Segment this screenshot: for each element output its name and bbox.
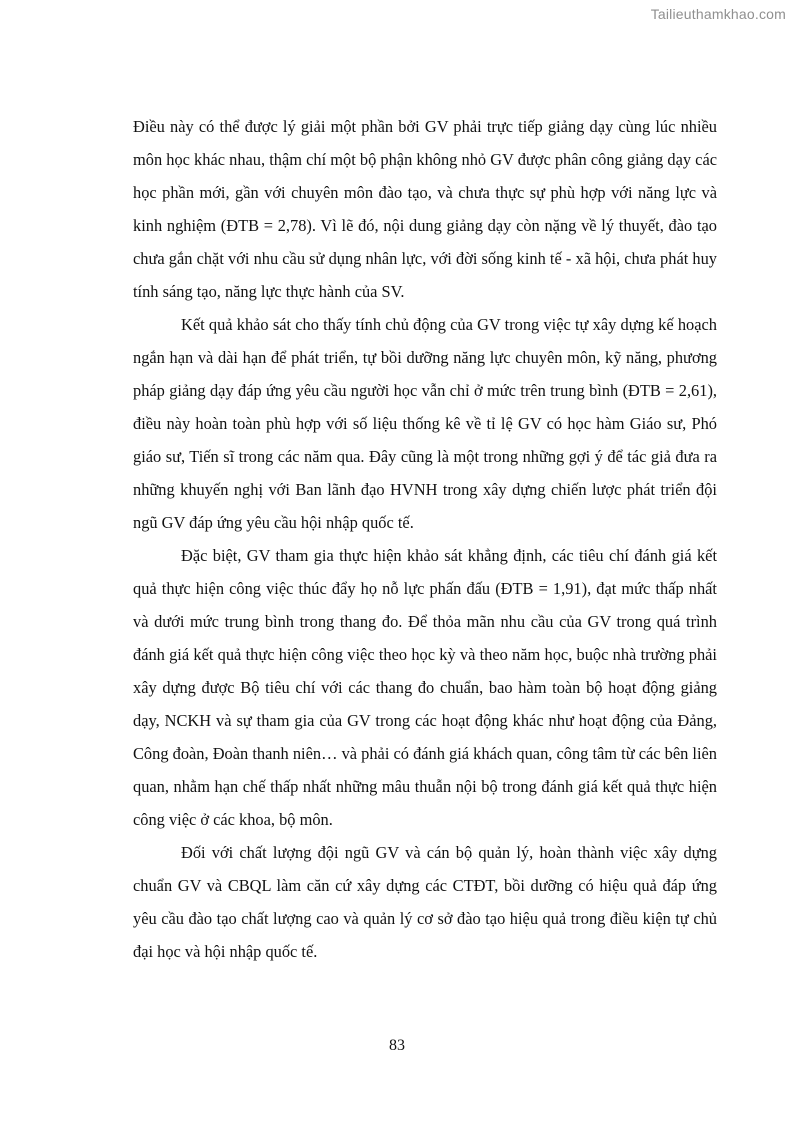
site-watermark: Tailieuthamkhao.com [650, 6, 786, 22]
paragraph-3: Đặc biệt, GV tham gia thực hiện khảo sát khẳng định, các tiêu chí đánh giá kết quả thực hiện công việc thúc đẩy họ nỗ lực phấn đấu (ĐTB = 1,91), đạt mức thấp nhất và dưới mức trung bình trong thang đo. Để thỏa mãn nhu cầu của GV trong quá trình đánh giá kết quả thực hiện công việc theo học kỳ và theo năm học, buộc nhà trường phải xây dựng được Bộ tiêu chí với các thang đo chuẩn, bao hàm toàn bộ hoạt động giảng dạy, NCKH và sự tham gia của GV trong các hoạt động khác như hoạt động của Đảng, Công đoàn, Đoàn thanh niên… và phải có đánh giá khách quan, công tâm từ các bên liên quan, nhằm hạn chế thấp nhất những mâu thuẫn nội bộ trong đánh giá kết quả thực hiện công việc ở các khoa, bộ môn. [133, 546, 717, 829]
page-number: 83 [389, 1037, 405, 1054]
paragraph-1: Điều này có thể được lý giải một phần bởi GV phải trực tiếp giảng dạy cùng lúc nhiều môn học khác nhau, thậm chí một bộ phận không nhỏ GV được phân công giảng dạy các học phần mới, gần với chuyên môn đào tạo, và chưa thực sự phù hợp với năng lực và kinh nghiệm (ĐTB = 2,78). Vì lẽ đó, nội dung giảng dạy còn nặng về lý thuyết, đào tạo chưa gắn chặt với nhu cầu sử dụng nhân lực, với đời sống kinh tế - xã hội, chưa phát huy tính sáng tạo, năng lực thực hành của SV. [133, 117, 717, 301]
document-body [133, 110, 717, 968]
paragraph-4: Đối với chất lượng đội ngũ GV và cán bộ quản lý, hoàn thành việc xây dựng chuẩn GV và CBQL làm căn cứ xây dựng các CTĐT, bồi dưỡng có hiệu quả đáp ứng yêu cầu đào tạo chất lượng cao và quản lý cơ sở đào tạo hiệu quả trong điều kiện tự chủ đại học và hội nhập quốc tế. [133, 843, 717, 961]
paragraph-2: Kết quả khảo sát cho thấy tính chủ động của GV trong việc tự xây dựng kế hoạch ngắn hạn và dài hạn để phát triển, tự bồi dưỡng năng lực chuyên môn, kỹ năng, phương pháp giảng dạy đáp ứng yêu cầu người học vẫn chỉ ở mức trên trung bình (ĐTB = 2,61), điều này hoàn toàn phù hợp với số liệu thống kê về tỉ lệ GV có học hàm Giáo sư, Phó giáo sư, Tiến sĩ trong các năm qua. Đây cũng là một trong những gợi ý để tác giả đưa ra những khuyến nghị với Ban lãnh đạo HVNH trong xây dựng chiến lược phát triển đội ngũ GV đáp ứng yêu cầu hội nhập quốc tế. [133, 315, 717, 532]
